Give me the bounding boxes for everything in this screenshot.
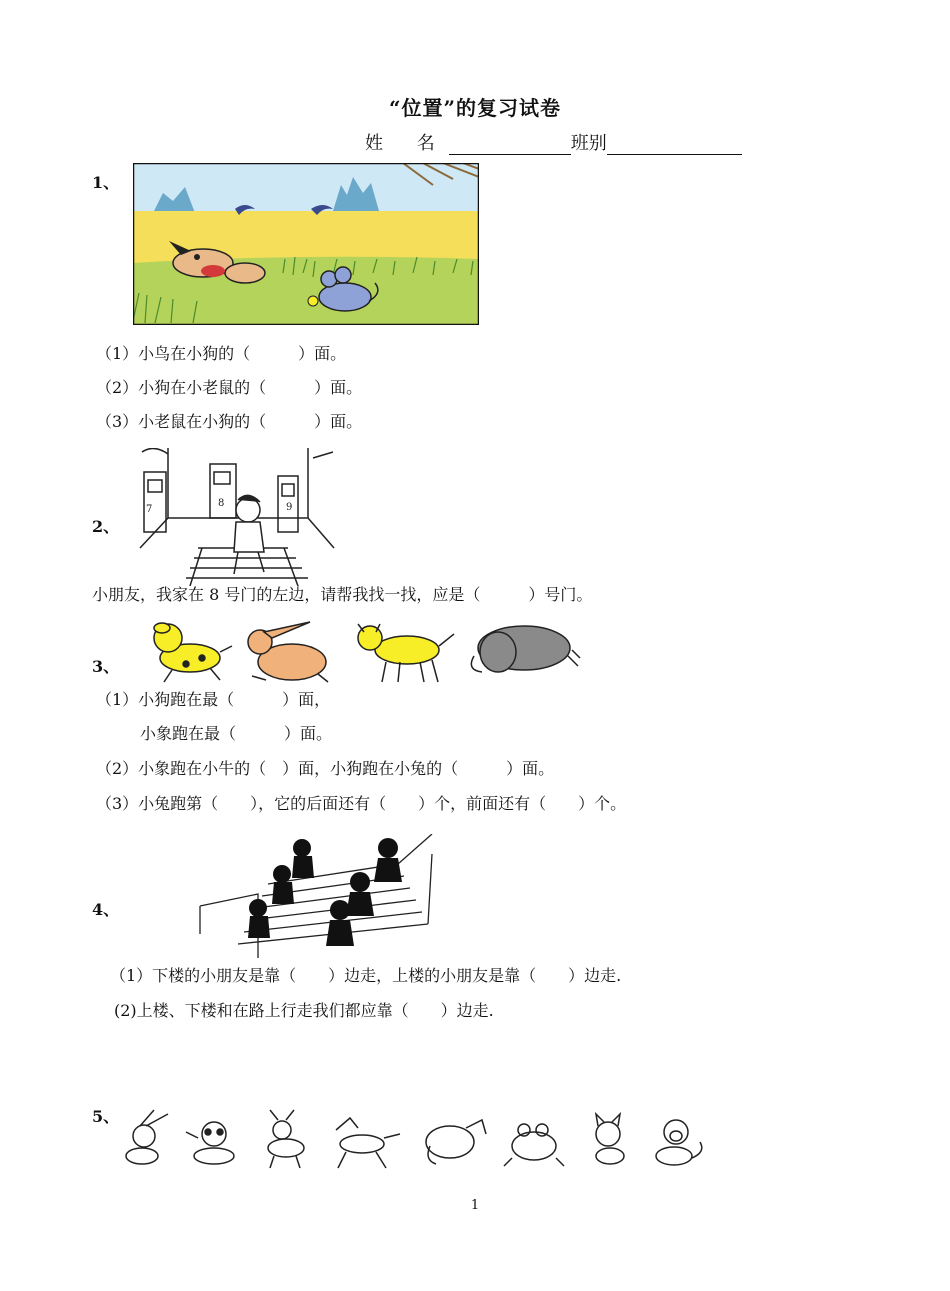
- door-number-8: 8: [218, 498, 225, 509]
- class-blank[interactable]: [607, 134, 742, 155]
- deer-icon: [268, 1110, 304, 1168]
- door-number-7: 7: [146, 504, 153, 515]
- elephant-icon: [426, 1120, 486, 1164]
- page-number: 1: [470, 1198, 480, 1213]
- door-number-9: 9: [286, 502, 293, 513]
- q4-line-2: (2)上楼、下楼和在路上行走我们都应靠（ ）边走.: [114, 1001, 494, 1020]
- q3-line-4: （3）小兔跑第（ ），它的后面还有（ ）个，前面还有（ ）个。: [96, 794, 627, 813]
- name-blank[interactable]: [449, 134, 571, 155]
- q1-line-1: （1）小鸟在小狗的（ ）面。: [96, 344, 347, 363]
- horse-icon: [336, 1118, 400, 1168]
- page-title: “位置”的复习试卷: [388, 96, 561, 120]
- q1-line-2: （2）小狗在小老鼠的（ ）面。: [96, 378, 363, 397]
- q1-number: 1、: [92, 173, 120, 192]
- elephant-icon: [471, 626, 580, 672]
- q2-doors-picture: [138, 448, 338, 586]
- panda-icon: [186, 1122, 234, 1164]
- q1-line-3: （3）小老鼠在小狗的（ ）面。: [96, 412, 363, 431]
- q4-number: 4、: [92, 900, 120, 919]
- q3-line-2: 小象跑在最（ ）面。: [140, 724, 333, 743]
- dog-icon: [154, 623, 232, 682]
- child-icon: [234, 495, 264, 574]
- door-8-icon: [210, 464, 236, 518]
- q5-number: 5、: [92, 1107, 120, 1126]
- q1-field-picture: [133, 163, 479, 325]
- q2-number: 2、: [92, 517, 120, 536]
- name-row: [365, 129, 742, 155]
- cow-icon: [358, 624, 454, 682]
- q3-animals-picture: [142, 616, 582, 686]
- q3-line-1: （1）小狗跑在最（ ）面，: [96, 690, 331, 709]
- monkey-icon: [656, 1120, 702, 1165]
- class-label: 班别: [570, 133, 607, 154]
- rabbit-icon: [248, 622, 328, 682]
- q3-line-3: （2）小象跑在小牛的（ ）面，小狗跑在小兔的（ ）面。: [96, 759, 555, 778]
- cat-icon: [596, 1114, 624, 1164]
- rabbit-icon: [126, 1110, 168, 1164]
- name-label: 姓 名: [365, 133, 449, 154]
- q4-stairs-picture: [198, 834, 434, 958]
- q4-line-1: （1）下楼的小朋友是靠（ ）边走，上楼的小朋友是靠（ ）边走.: [110, 966, 622, 985]
- frog-icon: [504, 1124, 564, 1166]
- q3-number: 3、: [92, 657, 120, 676]
- q5-animals-row: [110, 1108, 710, 1170]
- q2-line: 小朋友，我家在 8 号门的左边，请帮我找一找，应是（ ）号门。: [92, 585, 593, 604]
